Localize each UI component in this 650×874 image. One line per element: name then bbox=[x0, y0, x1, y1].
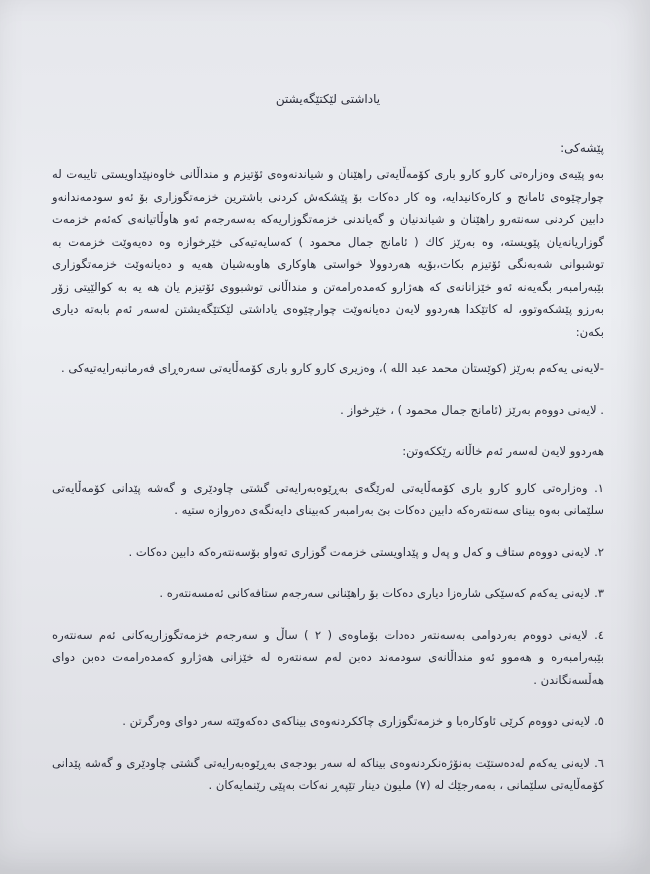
clause-6: ٦. لایەنی یەکەم لەدەستێت بەنۆژەنکردنەوەی بیناکە لە سەر بودجەی بەڕێوەبەرایەتی گشتی چاودێری و گەشە پێدانی کۆمەڵایەتی سلێمانی ، بەمەرجێك لە (٧) ملیون دینار تێپەڕ نەکات بەپێی رێنمایەکان . bbox=[52, 755, 604, 792]
clause-3: ٣. لایەنی یەکەم کەسێکی شارەزا دیاری دەکات بۆ راهێنانی سەرجەم ستافەکانی ئەمسەنتەرە . bbox=[159, 586, 604, 600]
clause-5: ٥. لایەنی دووەم کرێی ئاوکارەبا و خزمەتگوزاری چاککردنەوەی بیناکەی دەکەوێتە سەر دوای وەرگرتن . bbox=[122, 714, 604, 728]
clause-4: ٤. لایەنی دووەم بەردوامی بەسەنتەر دەدات بۆماوەی ( ٢ ) ساڵ و سەرجەم خزمەتگوزاریەکانی ئەم سەنتەرە بێبەرامبەرە و هەموو ئەو منداڵانەی سودمەند دەبن لەم سەنتەرە لە خێزانی هەژارو کەمدەرامەت دەبن دوای هەڵسەنگاندن . bbox=[52, 627, 604, 687]
intro-paragraph: بەو پێیەی وەزارەتی کارو کارو باری کۆمەڵایەتی راهێنان و شیاندنەوەی ئۆتیزم و منداڵانی خاوەنپێداویستی تایبەت له چوارچێوەی ئامانج و کارەکانیدایە، وە کار دەکات بۆ پێشکەش کردنی باشترین خزمەتگوزاری بۆ ئەو سودمەندانەو دابین کردنی سەنتەرو راهێنان و شیاندنیان و گەیاندنی خزمەتگوزاریەکە بەسەرجەم ئەو هاوڵاتیانەی کەئەم خزمەت گوزاریانەیان پێویستە، وە بەرێز کاك ( ئامانج جمال محمود ) کەسایەتیەکی خێرخوازە وە دەیەوێت خزمەت بە توشبوانی شەبەنگی ئۆتیزم بکات،بۆیە هەردوولا خواستی هاوکاری هاوبەشیان هەیە و دەیانەوێت خزمەتگوزاری بێبەرامبەر بگەیەنە ئەو خێزانانەی کە هەژارو کەمدەرامەتن و منداڵانی توشبووی ئۆتیزم یان هە یە بە کوالێیتی زۆر بەرزو پێشکەوتوو، لە کاتێکدا هەردوو لایەن دەیانەوێت چوارچێوەی یاداشتی لێکتێگەیشتن لەسەر ئەم بابەتە دیاری بکەن: bbox=[52, 167, 604, 339]
party-one: -لایەنی یەکەم بەرێز (کوێستان محمد عبد الله )، وەزیری کارو کارو باری کۆمەڵایەتی سەرەڕای فەرمانبەرایەتیەکی . bbox=[61, 361, 604, 375]
party-two: . لایەنی دووەم بەرێز (ئامانج جمال محمود ) ، خێرخواز . bbox=[340, 402, 604, 417]
clause-1: ١. وەزارەتی کارو کارو باری کۆمەڵایەتی لەرێگەی بەڕێوەبەرایەتی گشتی چاودێری و گەشە پێدانی کۆمەڵایەتی سلێمانی بەوە بینای سەنتەرەکە دابین دەکات بێ بەرامبەر کەبینای دایەنگەی دەروازە ستیه . bbox=[52, 480, 604, 517]
clause-2: ٢. لایەنی دووەم ستاف و کەل و پەل و پێداویستی خزمەت گوزاری تەواو بۆسەنتەرەکە دابین دەکات . bbox=[128, 544, 604, 559]
intro-heading: پێشەکی: bbox=[560, 140, 604, 155]
document-body bbox=[52, 88, 604, 797]
agreement-intro: هەردوو لایەن لەسەر ئەم خاڵانە رێککەوتن: bbox=[402, 444, 604, 458]
document-title: یاداشتی لێکتێگەیشتن bbox=[275, 92, 381, 106]
